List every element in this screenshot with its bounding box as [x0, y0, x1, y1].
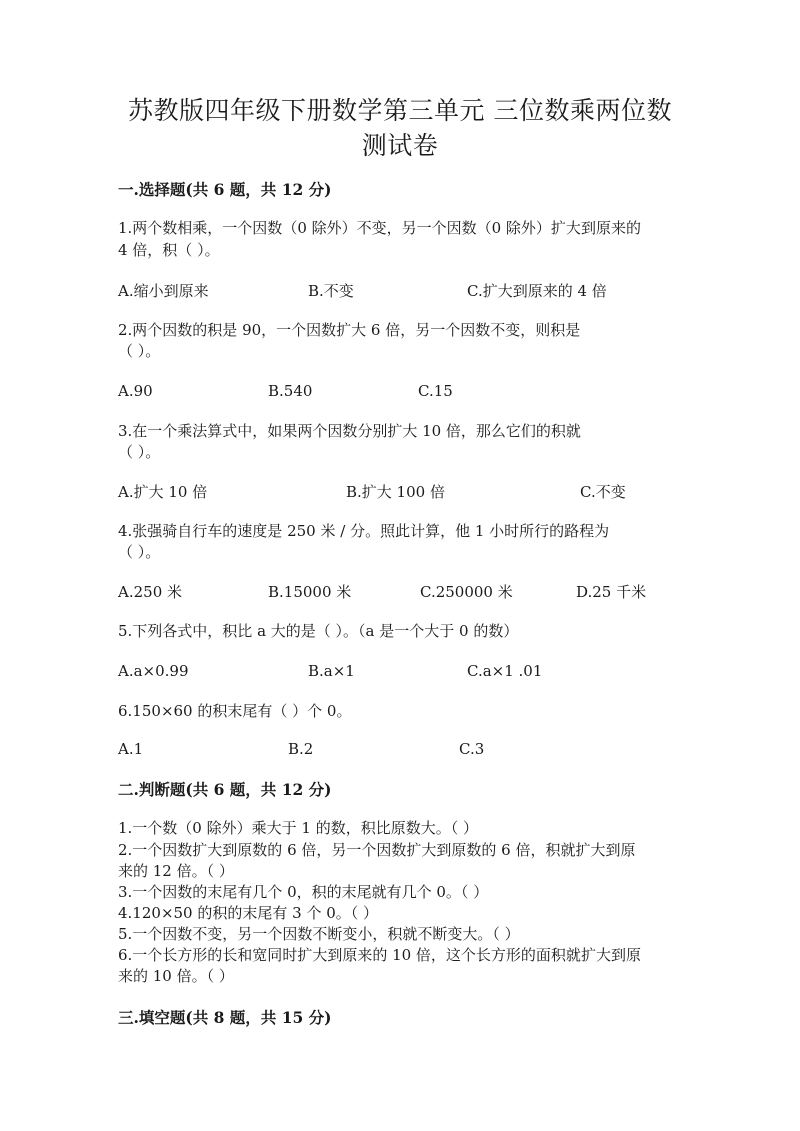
question-text: （ ）。: [118, 342, 161, 360]
page-title: 苏教版四年级下册数学第三单元 三位数乘两位数: [128, 96, 672, 125]
option-c: C.扩大到原来的 4 倍: [467, 282, 607, 300]
option-a: A.缩小到原来: [118, 282, 209, 300]
option-a: A.1: [118, 740, 144, 758]
question-text: （ ）。: [118, 443, 161, 461]
page-title-line2: 测试卷: [361, 131, 439, 160]
section-heading-choice: 一.选择题(共 6 题，共 12 分): [118, 180, 332, 199]
judge-line: 来的 10 倍。（ ）: [118, 967, 234, 985]
option-b: B.a×1: [308, 662, 355, 680]
question-text: 4 倍，积（ ）。: [118, 241, 220, 259]
option-b: B.15000 米: [268, 583, 352, 601]
section-heading-judge: 二.判断题(共 6 题，共 12 分): [118, 780, 332, 799]
judge-line: 5.一个因数不变，另一个因数不断变小，积就不断变大。（ ）: [118, 925, 520, 943]
option-b: B.2: [288, 740, 314, 758]
judge-line: 4.120×50 的积的末尾有 3 个 0。（ ）: [118, 904, 379, 922]
option-a: A.250 米: [118, 583, 182, 601]
option-c: C.不变: [580, 483, 626, 501]
option-a: A.a×0.99: [118, 662, 189, 680]
option-c: C.a×1 .01: [467, 662, 543, 680]
question-text: （ ）。: [118, 543, 161, 561]
judge-line: 6.一个长方形的长和宽同时扩大到原来的 10 倍，这个长方形的面积就扩大到原: [118, 946, 641, 964]
question-text: 5.下列各式中，积比 a 大的是（ ）。（a 是一个大于 0 的数）: [118, 622, 519, 640]
option-b: B.扩大 100 倍: [346, 483, 445, 501]
option-c: C.3: [459, 740, 485, 758]
judge-line: 2.一个因数扩大到原数的 6 倍，另一个因数扩大到原数的 6 倍，积就扩大到原: [118, 841, 636, 859]
question-text: 6.150×60 的积末尾有（ ）个 0。: [118, 702, 352, 720]
section-heading-fill: 三.填空题(共 8 题，共 15 分): [118, 1008, 332, 1027]
option-c: C.15: [418, 382, 453, 400]
option-b: B.540: [268, 382, 313, 400]
option-c: C.250000 米: [420, 583, 513, 601]
judge-line: 来的 12 倍。（ ）: [118, 862, 234, 880]
question-text: 2.两个因数的积是 90，一个因数扩大 6 倍，另一个因数不变，则积是: [118, 321, 581, 339]
option-a: A.90: [118, 382, 153, 400]
question-text: 4.张强骑自行车的速度是 250 米 / 分。照此计算，他 1 小时所行的路程为: [118, 522, 610, 540]
option-d: D.25 千米: [576, 583, 647, 601]
judge-line: 3.一个因数的末尾有几个 0，积的末尾就有几个 0。（ ）: [118, 883, 489, 901]
option-b: B.不变: [308, 282, 354, 300]
option-a: A.扩大 10 倍: [118, 483, 208, 501]
question-text: 3.在一个乘法算式中，如果两个因数分别扩大 10 倍，那么它们的积就: [118, 422, 581, 440]
question-text: 1.两个数相乘，一个因数（0 除外）不变，另一个因数（0 除外）扩大到原来的: [118, 219, 641, 237]
judge-line: 1.一个数（0 除外）乘大于 1 的数，积比原数大。（ ）: [118, 819, 478, 837]
